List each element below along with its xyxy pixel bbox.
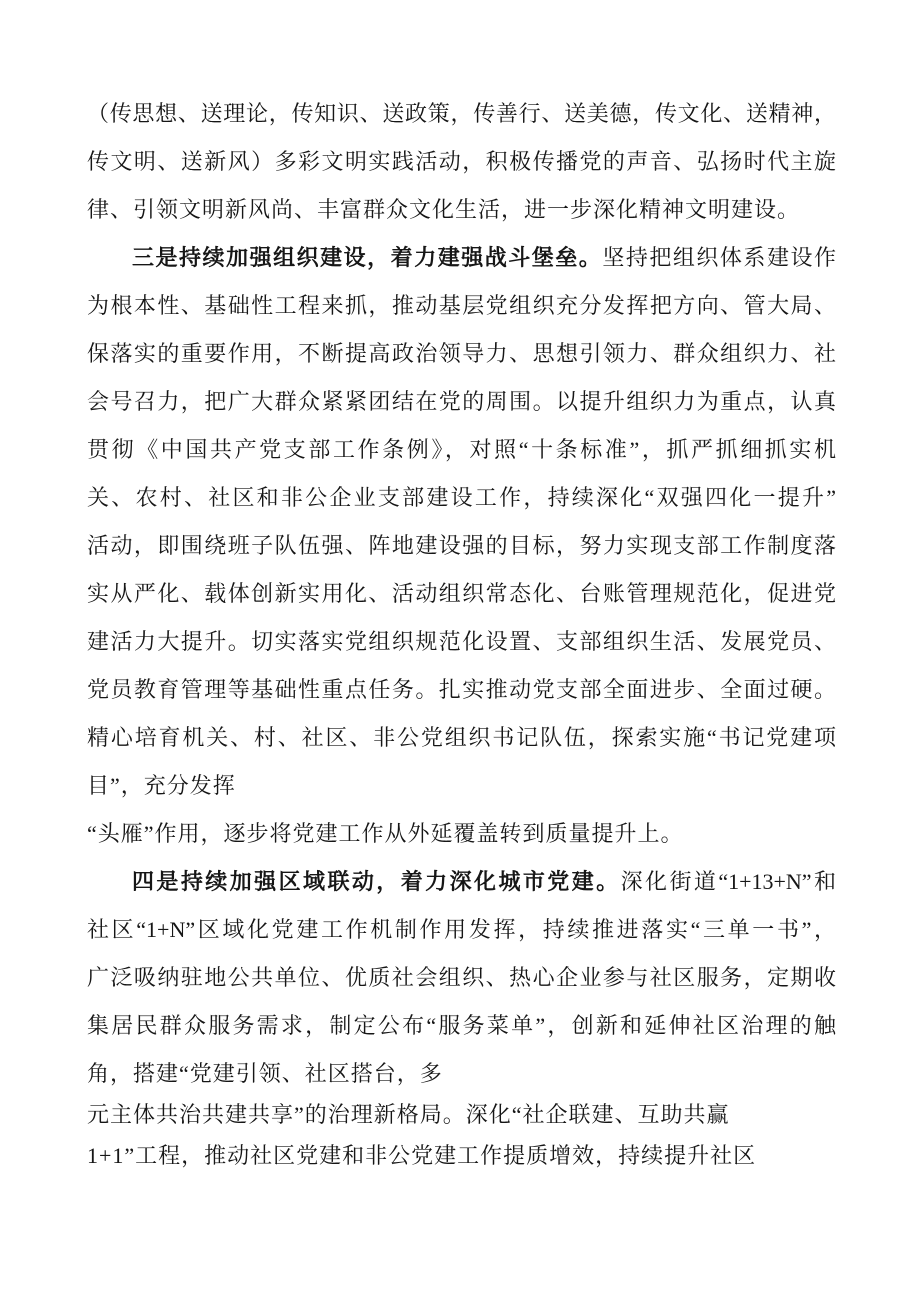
text-line	[87, 234, 836, 282]
text-line	[87, 330, 836, 378]
text-run: 目”，充分发挥	[87, 773, 236, 798]
text-line	[87, 138, 836, 186]
bold-text-run: 三是持续加强组织建设，着力建强战斗堡垒。	[132, 245, 603, 270]
text-line	[87, 570, 836, 618]
text-run: 集居民群众服务需求，制定公布“服务菜单”，创新和延伸社区治理的触	[87, 1013, 836, 1038]
text-run: 会号召力，把广大群众紧紧团结在党的周围。以提升组织力为重点，认真	[87, 389, 836, 414]
text-run: 党员教育管理等基础性重点任务。扎实推动党支部全面进步、全面过硬。	[87, 677, 836, 702]
text-run: 建活力大提升。切实落实党组织规范化设置、支部组织生活、发展党员、	[87, 629, 836, 654]
text-line	[87, 762, 836, 810]
text-line	[87, 1098, 836, 1132]
document-body	[87, 90, 836, 1180]
text-run: 律、引领文明新风尚、丰富群众文化生活，进一步深化精神文明建设。	[87, 197, 801, 222]
text-run: 社区“1+N”区域化党建工作机制作用发挥，持续推进落实“三单一书”，	[87, 917, 836, 942]
text-run: 实从严化、载体创新实用化、活动组织常态化、台账管理规范化，促进党	[87, 581, 836, 606]
text-line	[87, 1050, 836, 1098]
text-run: 保落实的重要作用，不断提高政治领导力、思想引领力、群众组织力、社	[87, 341, 836, 366]
text-run: 关、农村、社区和非公企业支部建设工作，持续深化“双强四化一提升”	[87, 485, 836, 510]
text-run: 为根本性、基础性工程来抓，推动基层党组织充分发挥把方向、管大局、	[87, 293, 836, 318]
text-run: 1+1”工程，推动社区党建和非公党建工作提质增效，持续提升社区	[87, 1143, 757, 1168]
text-line	[87, 906, 836, 954]
bold-text-run: 四是持续加强区域联动，着力深化城市党建。	[132, 869, 621, 894]
text-run: 坚持把组织体系建设作	[602, 245, 836, 270]
text-line	[87, 810, 836, 858]
text-line	[87, 90, 836, 138]
text-line	[87, 666, 836, 714]
text-line	[87, 474, 836, 522]
text-run: 贯彻《中国共产党支部工作条例》，对照“十条标准”，抓严抓细抓实机	[87, 437, 836, 462]
text-line	[87, 858, 836, 906]
text-run: 传文明、送新风）多彩文明实践活动，积极传播党的声音、弘扬时代主旋	[87, 149, 836, 174]
text-line	[87, 1002, 836, 1050]
text-line	[87, 282, 836, 330]
text-line	[87, 618, 836, 666]
paragraph-four-regional-linkage	[87, 858, 836, 1180]
text-run: 精心培育机关、村、社区、非公党组织书记队伍，探索实施“书记党建项	[87, 725, 836, 750]
text-line	[87, 522, 836, 570]
text-run: “头雁”作用，逐步将党建工作从外延覆盖转到质量提升上。	[87, 821, 684, 846]
text-run: 活动，即围绕班子队伍强、阵地建设强的目标，努力实现支部工作制度落	[87, 533, 836, 558]
text-line	[87, 378, 836, 426]
text-run: 广泛吸纳驻地公共单位、优质社会组织、热心企业参与社区服务，定期收	[87, 965, 836, 990]
text-run: 深化街道“1+13+N”和	[620, 869, 836, 894]
text-line	[87, 714, 836, 762]
paragraph-three-organization-building	[87, 234, 836, 858]
text-line	[87, 1132, 836, 1180]
text-run: 角，搭建“党建引领、社区搭台，多	[87, 1061, 443, 1086]
paragraph-civilization-continuation	[87, 90, 836, 234]
text-line	[87, 186, 836, 234]
text-run: （传思想、送理论，传知识、送政策，传善行、送美德，传文化、送精神，	[87, 101, 836, 126]
text-line	[87, 426, 836, 474]
text-line	[87, 954, 836, 1002]
text-run: 元主体共治共建共享”的治理新格局。深化“社企联建、互助共赢	[87, 1102, 730, 1127]
